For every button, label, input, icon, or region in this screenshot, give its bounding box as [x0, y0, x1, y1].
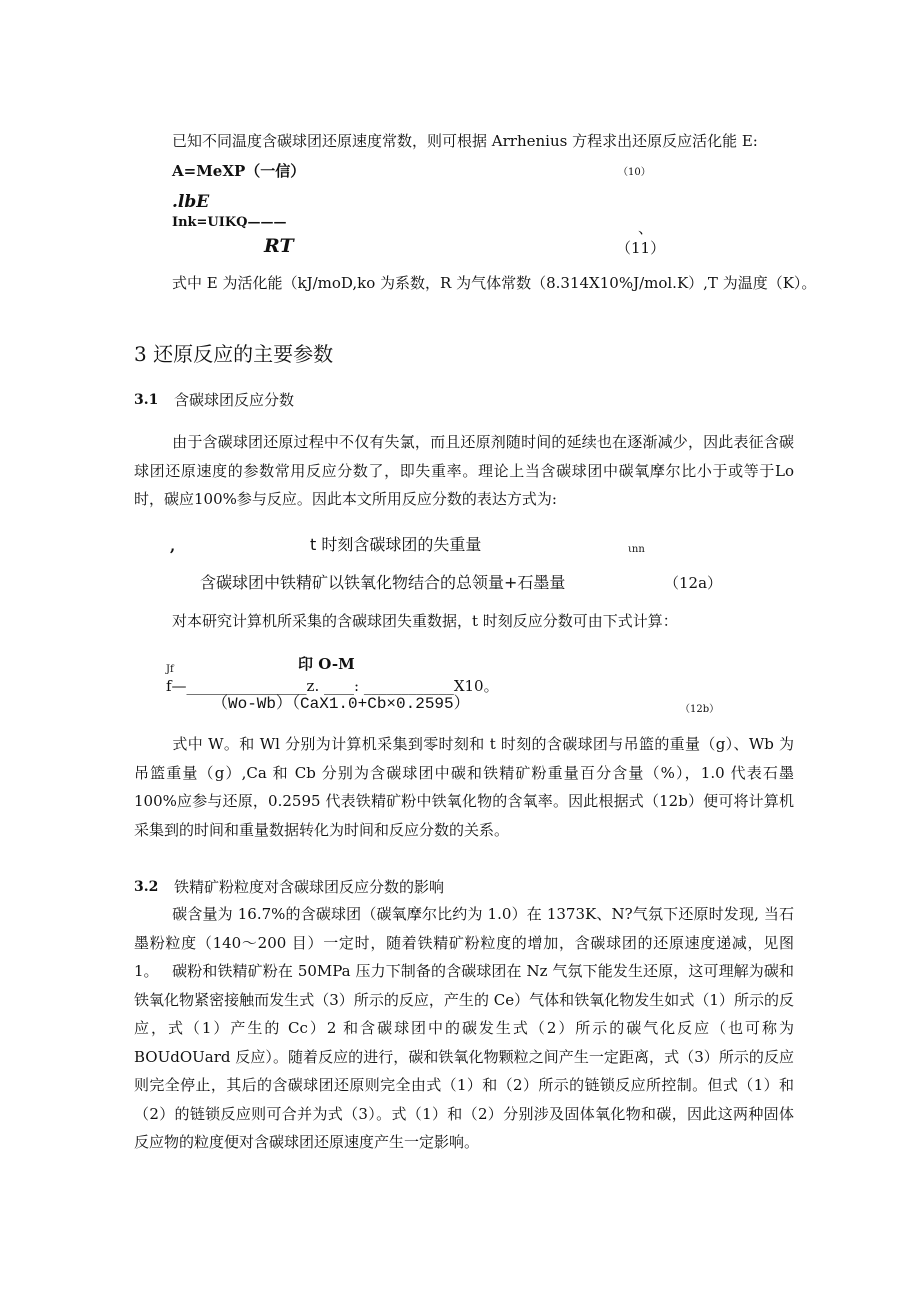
paragraph-3-1-text: 由于含碳球团还原过程中不仅有失氯，而且还原剂随时间的延续也在逐渐减少，因此表征含碳球团还原速度的参数常用反应分数了，即失重率。理论上当含碳球团中碳氧摩尔比小于或等于Lo时，碳应100%参与反应。因此本文所用反应分数的表达方式为:: [134, 433, 794, 508]
equation-number-12a: （12a）: [664, 574, 723, 592]
equation-number-11: （11）: [616, 239, 666, 257]
section-3-2-number: 3.2: [134, 879, 159, 895]
equation-12b-line: f—________________z. ____: ____________X10。: [166, 677, 499, 695]
paragraph-3-2b-text: 碳粉和铁精矿粉在 50MPa 压力下制备的含碳球团在 Nz 气氛下能发生还原，这可理解为碳和铁氧化物紧密接触而发生式（3）所示的反应，产生的 Ce）气体和铁氧化物发生如式（1）所示的反应，式（1）产生的 Cc）2 和含碳球团中的碳发生式（2）所示的碳气化反应（也可称为 BOUdOUard 反应）。随着反应的进行，碳和铁氧化物颗粒之间产生一定距离，式（3）所示的反应则完全停止，其后的含碳球团还原则完全由式（1）和（2）所示的链锁反应所控制。但式（1）和（2）的链锁反应则可合并为式（3）。式（1）和（2）分别涉及固体氧化物和碳，因此这两种固体反应物的粒度便对含碳球团还原速度产生一定影响。: [134, 962, 794, 1151]
paragraph-3-2b: [134, 957, 794, 1157]
section-3-2-title: 铁精矿粉粒度对含碳球团反应分数的影响: [174, 878, 445, 896]
equation-11-top: .lbE: [172, 192, 210, 212]
equation-12a-denominator: 含碳球团中铁精矿以铁氧化物结合的总领量+石墨量: [200, 573, 566, 592]
equation-12b-denominator: （Wo-Wb）（CaX1.0+Cb×0.2595）: [212, 695, 470, 713]
equation-12a-mark: ιnn: [628, 544, 645, 555]
section-3-1-number: 3.1: [134, 392, 159, 408]
intro-text: 已知不同温度含碳球团还原速度常数，则可根据 Arrhenius 方程求出还原反应活化能 E:: [172, 132, 758, 150]
paragraph-12b: [134, 730, 794, 844]
calc-intro: 对本研究计算机所采集的含碳球团失重数据，t 时刻反应分数可由下式计算：: [172, 612, 678, 630]
equation-10: A=MeXP（一信）: [172, 162, 306, 180]
equation-11-note: 式中 E 为活化能（kJ/moD,ko 为系数，R 为气体常数（8.314X10%J/mol.K）,T 为温度（K）。: [172, 274, 817, 292]
equation-number-10: （10）: [618, 167, 651, 178]
equation-11-bottom: RT: [264, 235, 294, 257]
equation-number-12b: （12b）: [680, 704, 720, 715]
equation-12b-top: 印 O-M: [298, 655, 355, 673]
equation-12a-comma: ,: [170, 537, 176, 555]
equation-12b-jf: Jf: [166, 664, 174, 675]
equation-11-main: Ink=UIKQ———: [172, 215, 287, 230]
equation-12a-numerator: t 时刻含碳球团的失重量: [310, 535, 482, 554]
paragraph-12b-text: 式中 W。和 Wl 分别为计算机采集到零时刻和 t 时刻的含碳球团与吊篮的重量（g）、Wb 为吊篮重量（g）,Ca 和 Cb 分别为含碳球团中碳和铁精矿粉重量百分含量（%），1.0 代表石墨 100%应参与还原，0.2595 代表铁精矿粉中铁氧化物的含氧率。因此根据式（12b）便可将计算机采集到的时间和重量数据转化为时间和反应分数的关系。: [134, 735, 794, 839]
equation-11-mark: 、: [638, 219, 654, 237]
paragraph-3-2a-text: 碳含量为 16.7%的含碳球团（碳氧摩尔比约为 1.0）在 1373K、N?气氛下还原时发现, 当石墨粉粒度（140～200 目）一定时，随着铁精矿粉粒度的增加，含碳球团的还原速度递减，见图 1。: [134, 905, 794, 980]
paragraph-3-1: [134, 428, 794, 514]
section-3-heading: 3 还原反应的主要参数: [134, 342, 334, 366]
section-3-1-title: 含碳球团反应分数: [174, 391, 295, 409]
